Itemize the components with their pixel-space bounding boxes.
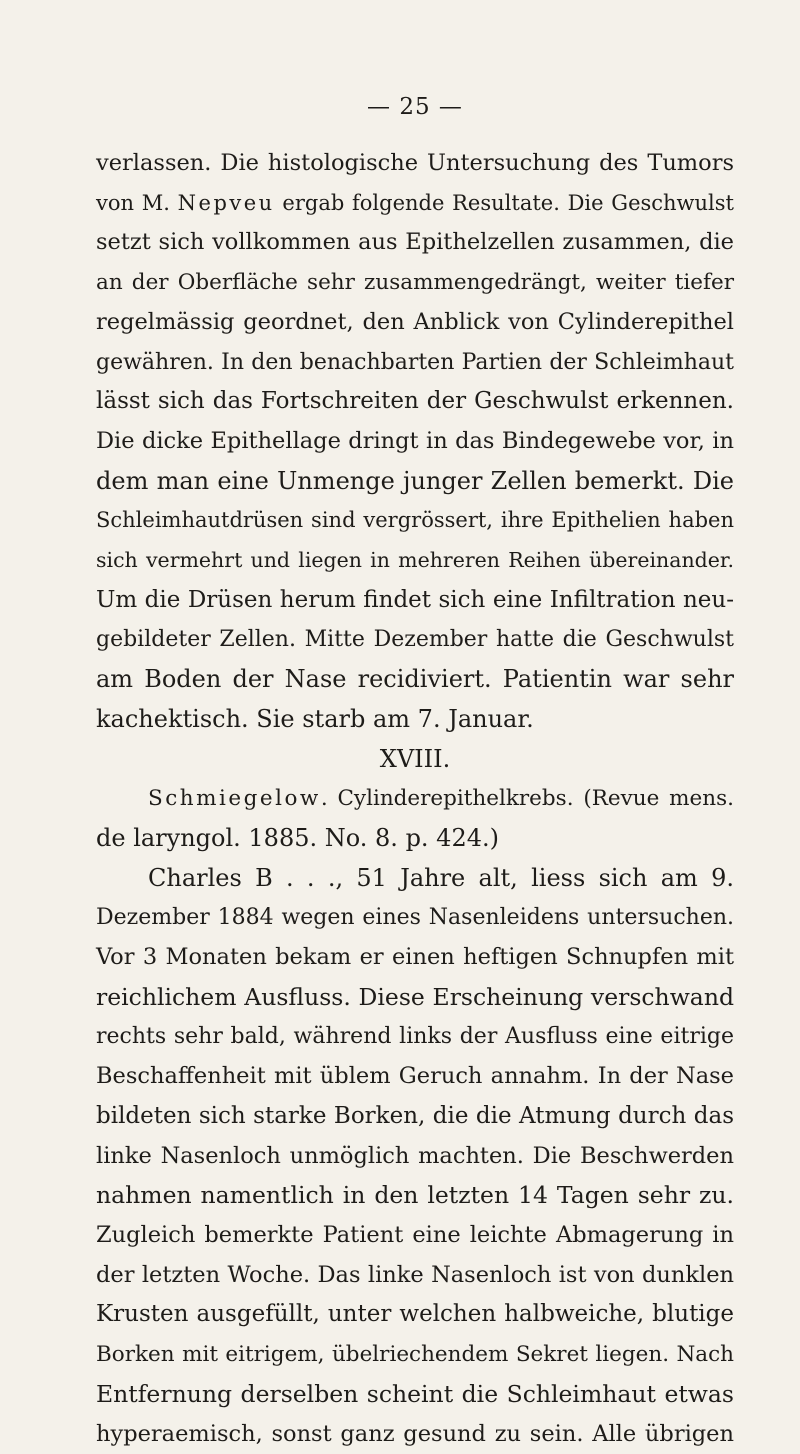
text-line-content: verlassen. Die histologische Untersuchung des Tumors bbox=[96, 150, 734, 176]
author-name: Schmiegelow bbox=[148, 786, 321, 811]
text-line-content: dem man eine Unmenge junger Zellen bemerkt. Die bbox=[96, 467, 734, 495]
text-line-content: regelmässig geordnet, den Anblick von Cylinderepithel bbox=[96, 309, 734, 335]
text-line-content: Vor 3 Monaten bekam er einen heftigen Schnupfen mit bbox=[96, 944, 734, 970]
text-line-content: ergab folgende Resultate. Die Geschwulst bbox=[275, 191, 734, 215]
text-line bbox=[96, 303, 734, 343]
text-line-content: hyperaemisch, sonst ganz gesund zu sein. Alle übrigen bbox=[96, 1421, 734, 1447]
text-line-content: Zugleich bemerkte Patient eine leichte Abmagerung in bbox=[96, 1222, 734, 1248]
text-line-content: lässt sich das Fortschreiten der Geschwulst erkennen. bbox=[96, 388, 734, 414]
text-line-content: Beschaffenheit mit üblem Geruch annahm. In der Nase bbox=[96, 1063, 734, 1089]
text-line-content: Borken mit eitrigem, übelriechendem Sekret liegen. Nach bbox=[96, 1342, 734, 1367]
text-line-content: Krusten ausgefüllt, unter welchen halbweiche, blutige bbox=[96, 1301, 734, 1327]
text-line bbox=[96, 1256, 734, 1296]
text-line bbox=[96, 660, 734, 700]
text-line bbox=[96, 1415, 734, 1454]
text-line-content: setzt sich vollkommen aus Epithelzellen zusammen, die bbox=[96, 229, 734, 255]
page-number: — 25 — bbox=[96, 92, 734, 122]
text-line bbox=[96, 382, 734, 422]
text-line bbox=[96, 819, 734, 859]
text-line bbox=[96, 263, 734, 303]
page-body-text bbox=[96, 144, 734, 1454]
text-line bbox=[96, 581, 734, 621]
text-line bbox=[96, 1137, 734, 1177]
text-line bbox=[96, 541, 734, 581]
text-line bbox=[96, 1017, 734, 1057]
text-line-content: reichlichem Ausfluss. Diese Erscheinung verschwand bbox=[96, 983, 734, 1011]
text-line bbox=[96, 898, 734, 938]
text-line bbox=[96, 462, 734, 502]
text-line-content: an der Oberfläche sehr zusammengedrängt, weiter tiefer bbox=[96, 270, 734, 295]
text-line-content: XVIII. bbox=[380, 745, 451, 773]
text-line bbox=[96, 501, 734, 541]
text-line bbox=[96, 184, 734, 224]
text-line-content: kachektisch. Sie starb am 7. Januar. bbox=[96, 705, 534, 733]
text-line-content: . Cylinderepithelkrebs. (Revue mens. bbox=[321, 786, 734, 811]
text-line bbox=[96, 1216, 734, 1256]
text-line bbox=[96, 1176, 734, 1216]
text-line-content: de laryngol. 1885. No. 8. p. 424.) bbox=[96, 824, 499, 852]
text-line-content: Schleimhautdrüsen sind vergrössert, ihre Epithelien haben bbox=[96, 508, 734, 532]
text-line bbox=[96, 779, 734, 819]
text-line bbox=[96, 223, 734, 263]
text-line-content: der letzten Woche. Das linke Nasenloch ist von dunklen bbox=[96, 1262, 734, 1288]
text-line bbox=[96, 620, 734, 660]
text-line bbox=[96, 978, 734, 1018]
text-line bbox=[96, 1057, 734, 1097]
text-line-content: bildeten sich starke Borken, die die Atmung durch das bbox=[96, 1103, 734, 1129]
text-line bbox=[96, 1335, 734, 1375]
text-line-content: Die dicke Epithellage dringt in das Bindegewebe vor, in bbox=[96, 428, 734, 454]
text-line bbox=[96, 938, 734, 978]
text-line-content: nahmen namentlich in den letzten 14 Tagen sehr zu. bbox=[96, 1181, 734, 1209]
text-line bbox=[96, 422, 734, 462]
text-line-content: von M. bbox=[96, 191, 178, 215]
section-heading bbox=[96, 740, 734, 780]
text-line-content: Charles B . . ., 51 Jahre alt, liess sich am 9. bbox=[148, 864, 734, 892]
text-line bbox=[96, 343, 734, 383]
text-line bbox=[96, 144, 734, 184]
text-line-content: am Boden der Nase recidiviert. Patientin war sehr bbox=[96, 665, 734, 693]
text-line-content: linke Nasenloch unmöglich machten. Die Beschwerden bbox=[96, 1143, 734, 1169]
text-line bbox=[96, 1097, 734, 1137]
author-name: Nepveu bbox=[178, 191, 275, 215]
text-line-content: Dezember 1884 wegen eines Nasenleidens untersuchen. bbox=[96, 905, 734, 930]
text-line-content: gewähren. In den benachbarten Partien der Schleimhaut bbox=[96, 350, 734, 375]
text-line bbox=[96, 859, 734, 899]
text-line-content: Um die Drüsen herum findet sich eine Infiltration neu- bbox=[96, 587, 734, 613]
text-line bbox=[96, 700, 734, 740]
text-line-content: rechts sehr bald, während links der Ausfluss eine eitrige bbox=[96, 1024, 734, 1049]
text-line-content: sich vermehrt und liegen in mehreren Reihen übereinander. bbox=[96, 548, 734, 572]
text-line-content: gebildeter Zellen. Mitte Dezember hatte die Geschwulst bbox=[96, 627, 734, 652]
text-line bbox=[96, 1375, 734, 1415]
text-line bbox=[96, 1295, 734, 1335]
text-line-content: Entfernung derselben scheint die Schleimhaut etwas bbox=[96, 1380, 734, 1408]
